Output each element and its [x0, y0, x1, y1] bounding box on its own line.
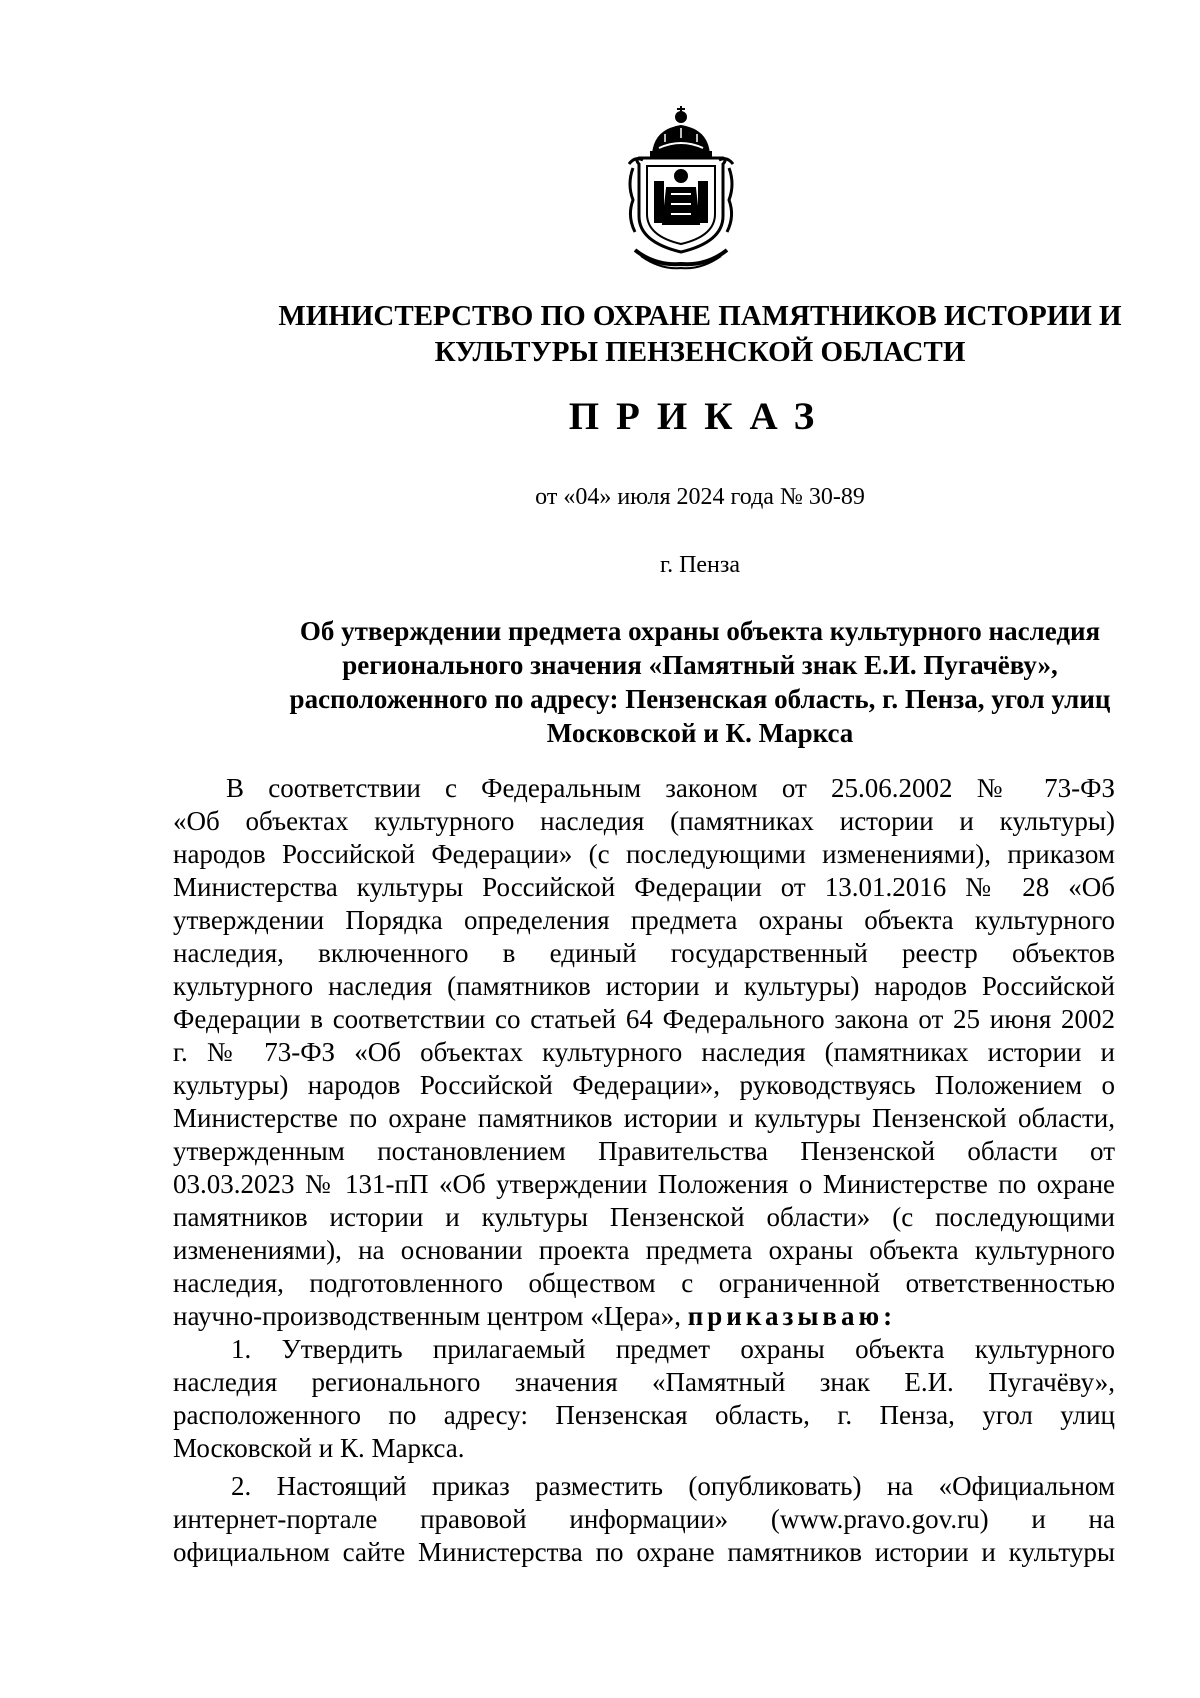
preamble-line: утвержденным постановлением Правительства Пензенской области от	[173, 1136, 1115, 1166]
preamble-line: наследия, подготовленного обществом с ограниченной ответственностью	[173, 1268, 1115, 1298]
preamble-line: «Об объектах культурного наследия (памятниках истории и культуры)	[173, 806, 1115, 836]
item-1-line: 1. Утвердить прилагаемый предмет охраны объекта культурного	[231, 1334, 1115, 1364]
ministry-name-line-1: МИНИСТЕРСТВО ПО ОХРАНЕ ПАМЯТНИКОВ ИСТОРИИ И	[278, 300, 1122, 332]
preamble-line: Министерстве по охране памятников истории и культуры Пензенской области,	[173, 1103, 1115, 1133]
item-1-line: наследия регионального значения «Памятный знак Е.И. Пугачёву»,	[173, 1367, 1115, 1397]
subject-line-4: Московской и К. Маркса	[546, 718, 854, 748]
order-word: приказываю:	[687, 1301, 897, 1331]
order-city: г. Пенза	[659, 552, 741, 578]
subject-line-1: Об утверждении предмета охраны объекта культурного наследия	[299, 616, 1101, 646]
preamble-line: изменениями), на основании проекта предмета охраны объекта культурного	[173, 1235, 1115, 1265]
ministry-name-line-2: КУЛЬТУРЫ ПЕНЗЕНСКОЙ ОБЛАСТИ	[434, 336, 966, 368]
item-2-line: интернет-портале правовой информации» (www.pravo.gov.ru) и на	[173, 1504, 1115, 1534]
preamble-line: 03.03.2023 № 131-пП «Об утверждении Положения о Министерстве по охране	[173, 1169, 1115, 1199]
preamble-line: г. № 73-ФЗ «Об объектах культурного наследия (памятниках истории и	[173, 1037, 1115, 1067]
penza-region-coat-of-arms-emblem	[625, 104, 737, 272]
item-1-line: Московской и К. Маркса.	[173, 1433, 465, 1463]
item-2-line: 2. Настоящий приказ разместить (опубликовать) на «Официальном	[231, 1471, 1115, 1501]
preamble-last-text: научно-производственным центром «Цера»,	[173, 1301, 681, 1331]
preamble-line: народов Российской Федерации» (с последующими изменениями), приказом	[173, 839, 1115, 869]
subject-line-2: регионального значения «Памятный знак Е.И. Пугачёву»,	[342, 650, 1058, 680]
item-2-paragraph	[173, 1470, 1115, 1569]
preamble-line: культурного наследия (памятников истории и культуры) народов Российской	[173, 971, 1115, 1001]
preamble-line: Федерации в соответствии со статьей 64 Федерального закона от 25 июня 2002	[173, 1004, 1115, 1034]
preamble-line: памятников истории и культуры Пензенской области» (с последующими	[173, 1202, 1115, 1232]
item-1-paragraph	[173, 1333, 1115, 1465]
subject-line-3: расположенного по адресу: Пензенская область, г. Пенза, угол улиц	[289, 684, 1111, 714]
ministry-name-heading	[200, 298, 1200, 370]
preamble-last-line	[173, 1300, 1115, 1333]
preamble-line: культуры) народов Российской Федерации», руководствуясь Положением о	[173, 1070, 1115, 1100]
item-2-line: официальном сайте Министерства по охране памятников истории и культуры	[173, 1537, 1115, 1567]
preamble-line: В соответствии с Федеральным законом от 25.06.2002 № 73-ФЗ	[226, 773, 1115, 803]
order-title: ПРИКАЗ	[568, 395, 832, 438]
preamble-line: Министерства культуры Российской Федерации от 13.01.2016 № 28 «Об	[173, 872, 1115, 902]
order-subject-heading	[200, 614, 1200, 750]
preamble-line: наследия, включенного в единый государственный реестр объектов	[173, 938, 1115, 968]
preamble-paragraph	[173, 772, 1115, 1333]
order-date-number: от «04» июля 2024 года № 30-89	[535, 484, 865, 510]
order-body-text	[173, 772, 1115, 1569]
preamble-line: утверждении Порядка определения предмета охраны объекта культурного	[173, 905, 1115, 935]
item-1-line: расположенного по адресу: Пензенская область, г. Пенза, угол улиц	[173, 1400, 1115, 1430]
